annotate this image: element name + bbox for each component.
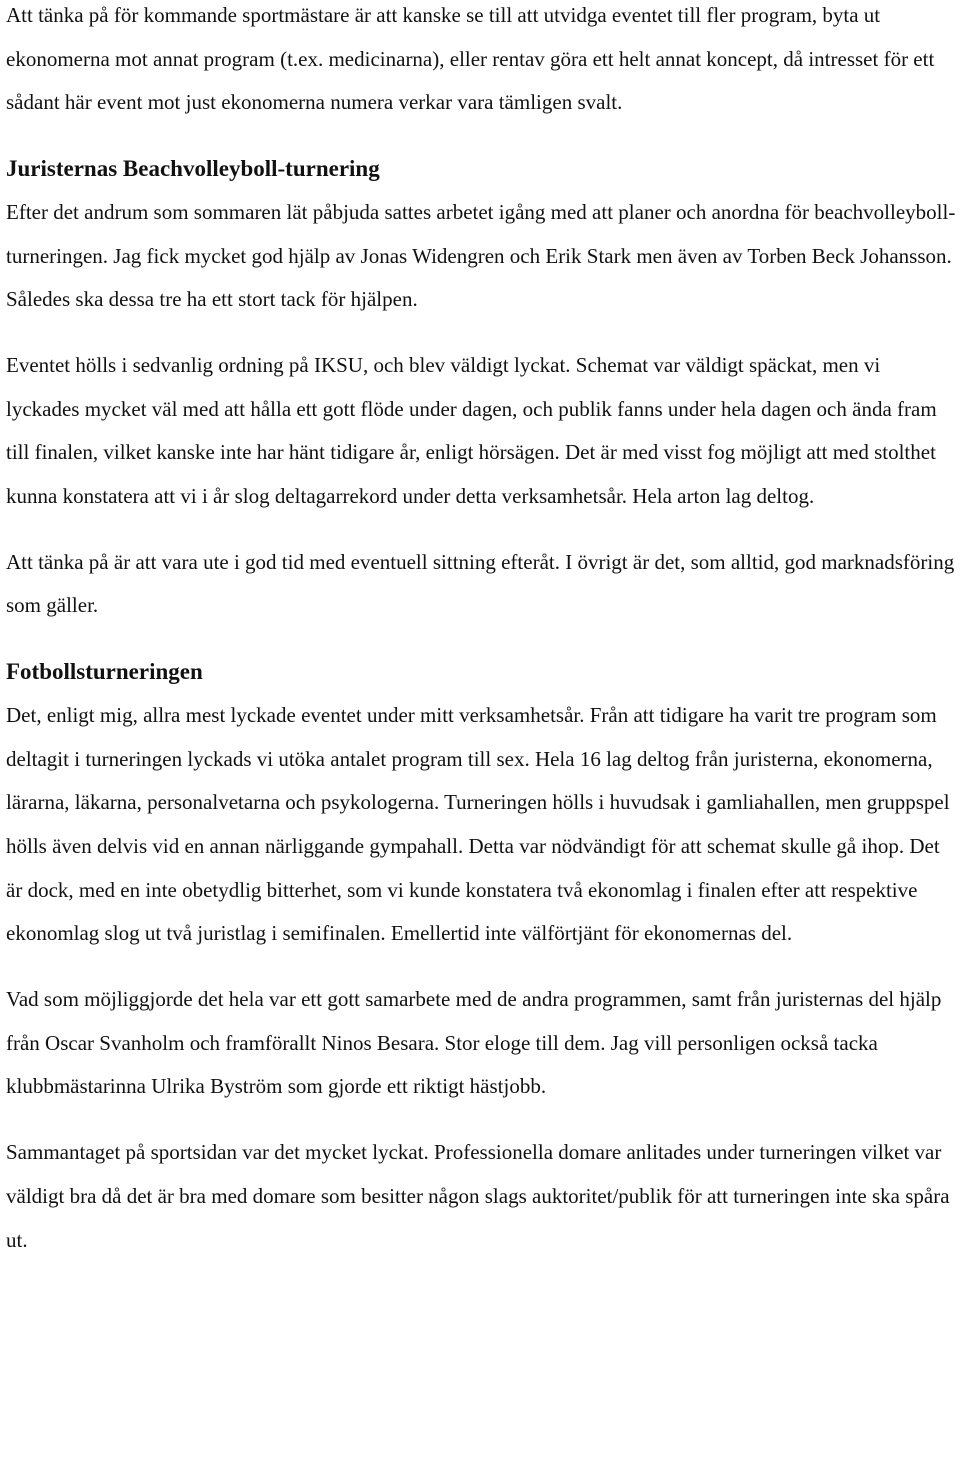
beach-paragraph-2: Eventet hölls i sedvanlig ordning på IKSU, och blev väldigt lyckat. Schemat var väldigt späckat, men vi lyckades mycket väl med att hålla ett gott flöde under dagen, och publik fanns under hela dagen och ända fram till finalen, vilket kanske inte har hänt tidigare år, enligt hörsägen. Det är med visst fog möjligt att med stolthet kunna konstatera att vi i år slog deltagarrekord under detta verksamhetsår. Hela arton lag deltog. xyxy=(6,352,937,509)
football-paragraph-1: Det, enligt mig, allra mest lyckade eventet under mitt verksamhetsår. Från att tidigare ha varit tre program som deltagit i turneringen lyckads vi utöka antalet program till sex. Hela 16 lag deltog från juristerna, ekonomerna, lärarna, läkarna, personalvetarna och psykologerna. Turneringen hölls i huvudsak i gamliahallen, men gruppspel hölls även delvis vid en annan närliggande gympahall. Detta var nödvändigt för att schemat skulle gå ihop. Det är dock, med en inte obetydlig bitterhet, som vi kunde konstatera två ekonomlag i finalen efter att respektive ekonomlag slog ut två juristlag i semifinalen. Emellertid inte välförtjänt för ekonomernas del. xyxy=(6,702,950,946)
section-heading-beachvolleyball: Juristernas Beachvolleyboll-turnering xyxy=(6,156,380,182)
beach-paragraph-1: Efter det andrum som sommaren lät påbjuda sattes arbetet igång med att planer och anordna för beachvolleyboll-turneringen. Jag fick mycket god hjälp av Jonas Widengren och Erik Stark men även av Torben Beck Johansson. Således ska dessa tre ha ett stort tack för hjälpen. xyxy=(6,199,956,312)
football-paragraph-3: Sammantaget på sportsidan var det mycket lyckat. Professionella domare anlitades under turneringen vilket var väldigt bra då det är bra med domare som besitter någon slags auktoritet/publik för att turneringen inte ska spåra ut. xyxy=(6,1140,950,1252)
intro-paragraph: Att tänka på för kommande sportmästare är att kanske se till att utvidga eventet till fler program, byta ut ekonomerna mot annat program (t.ex. medicinarna), eller rentav göra ett helt annat koncept, då intresset för ett sådant här event mot just ekonomerna numera verkar vara tämligen svalt. xyxy=(6,3,935,115)
section-heading-football: Fotbollsturneringen xyxy=(6,659,203,685)
document-page xyxy=(6,0,956,1262)
football-paragraph-2: Vad som möjliggjorde det hela var ett gott samarbete med de andra programmen, samt från juristernas del hjälp från Oscar Svanholm och framförallt Ninos Besara. Stor eloge till dem. Jag vill personligen också tacka klubbmästarinna Ulrika Byström som gjorde ett riktigt hästjobb. xyxy=(6,987,942,1099)
beach-paragraph-3: Att tänka på är att vara ute i god tid med eventuell sittning efteråt. I övrigt är det, som alltid, god marknadsföring som gäller. xyxy=(6,549,955,618)
